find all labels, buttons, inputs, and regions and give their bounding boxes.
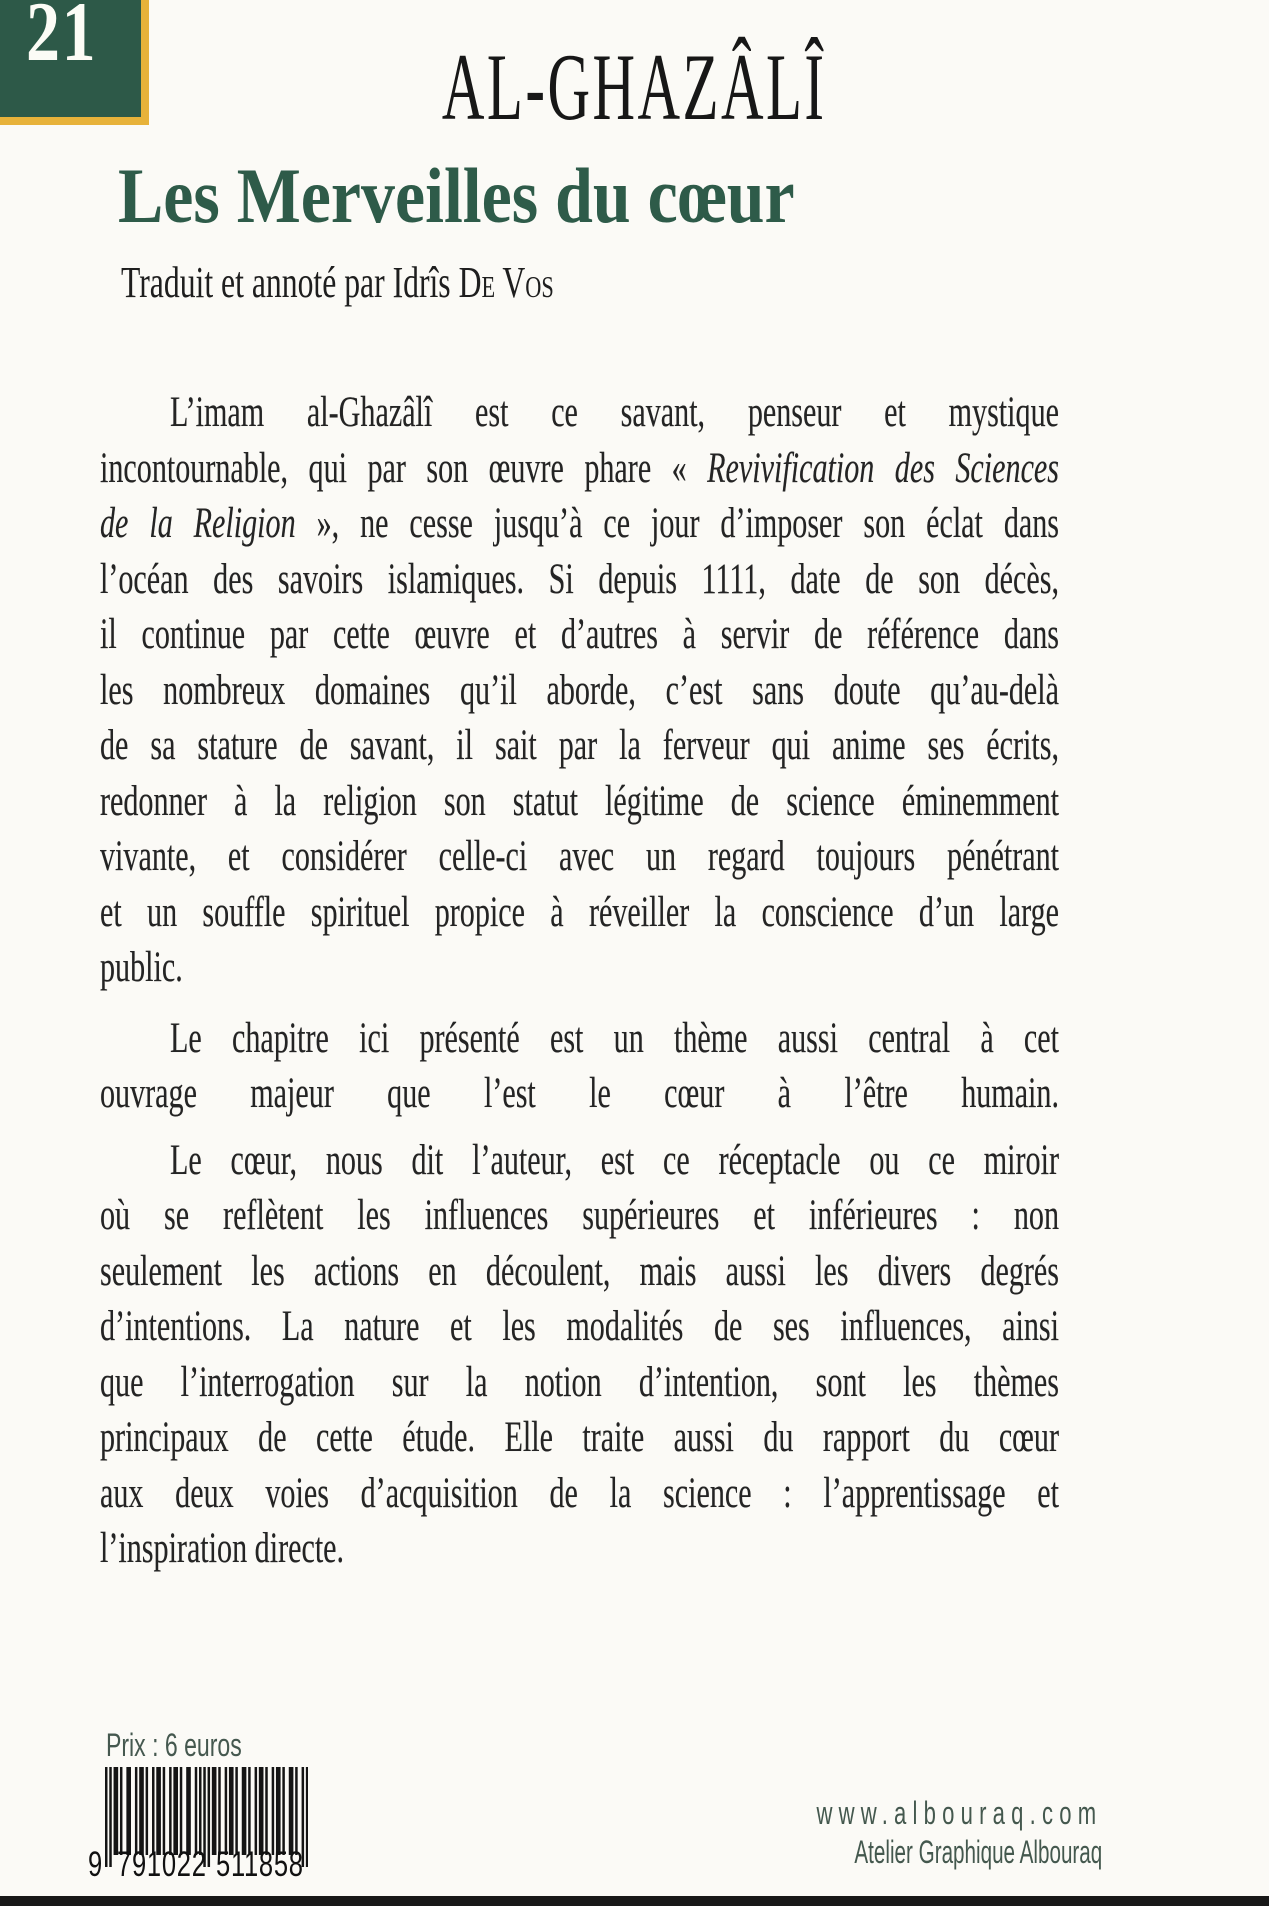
italic-work-title: de la Religion	[100, 500, 296, 547]
text-line: ouvrage majeur que l’est le cœur à l’être humain.	[100, 1070, 1059, 1117]
synopsis-paragraph-2	[100, 1011, 1059, 1122]
text-line: principaux de cette étude. Elle traite aussi du rapport du cœur	[100, 1414, 1059, 1461]
publisher-studio: Atelier Graphique Albouraq	[854, 1834, 1102, 1870]
price-label: Prix : 6 euros	[106, 1727, 242, 1763]
barcode	[88, 1767, 314, 1885]
publisher-website: www.albouraq.com	[816, 1795, 1102, 1831]
text-line: seulement les actions en découlent, mais aussi les divers degrés	[100, 1247, 1059, 1295]
text-line: il continue par cette œuvre et d’autres à servir de référence dans	[100, 611, 1059, 658]
book-title: Les Merveilles du cœur	[118, 152, 795, 239]
scan-bottom-edge	[0, 1896, 1269, 1906]
text-line: Le cœur, nous dit l’auteur, est ce réceptacle ou ce miroir	[170, 1136, 1059, 1184]
text-line: l’océan des savoirs islamiques. Si depuis 1111, date de son décès,	[100, 555, 1059, 603]
text-line: que l’interrogation sur la notion d’intention, sont les thèmes	[100, 1358, 1059, 1406]
text-line: L’imam al-Ghazâlî est ce savant, penseur et mystique	[170, 389, 1059, 436]
synopsis	[100, 385, 1059, 1577]
author-name: AL-GHAZÂLÎ	[442, 34, 827, 140]
text-line: redonner à la religion son statut légitime de science éminemment	[100, 777, 1059, 825]
text-line: aux deux voies d’acquisition de la science : l’apprentissage et	[100, 1469, 1059, 1517]
text-line: incontournable, qui par son œuvre phare « Revivification des Sciences	[100, 444, 1060, 492]
synopsis-paragraph-1	[100, 385, 1059, 996]
translator-credit	[121, 257, 554, 309]
series-number: 21	[26, 0, 98, 79]
text-line: les nombreux domaines qu’il aborde, c’est sans doute qu’au-delà	[100, 666, 1059, 714]
text-line: l’inspiration directe.	[100, 1525, 345, 1572]
text-line: Le chapitre ici présenté est un thème aussi central à cet	[170, 1014, 1059, 1062]
translator-name: De Vos	[458, 258, 554, 307]
text-line: d’intentions. La nature et les modalités de ses influences, ainsi	[100, 1303, 1059, 1350]
text-line: vivante, et considérer celle-ci avec un regard toujours pénétrant	[100, 833, 1059, 880]
text-line: de sa stature de savant, il sait par la ferveur qui anime ses écrits,	[100, 722, 1059, 769]
text-line: où se reflètent les influences supérieures et inférieures : non	[100, 1192, 1059, 1239]
barcode-digit-group: 791022	[117, 1845, 207, 1884]
text-line: de la Religion », ne cesse jusqu’à ce jour d’imposer son éclat dans	[100, 500, 1059, 547]
publisher-imprint	[688, 1796, 1102, 1869]
italic-work-title: Revivification des Sciences	[707, 444, 1060, 492]
text-line: public.	[100, 944, 183, 991]
text-line: et un souffle spirituel propice à réveiller la conscience d’un large	[100, 888, 1059, 936]
barcode-digit-group: 511858	[216, 1845, 304, 1884]
translator-prefix: Traduit et annoté par Idrîs	[121, 258, 459, 307]
barcode-digit-group: 9	[88, 1845, 103, 1884]
synopsis-paragraph-3	[100, 1133, 1059, 1577]
